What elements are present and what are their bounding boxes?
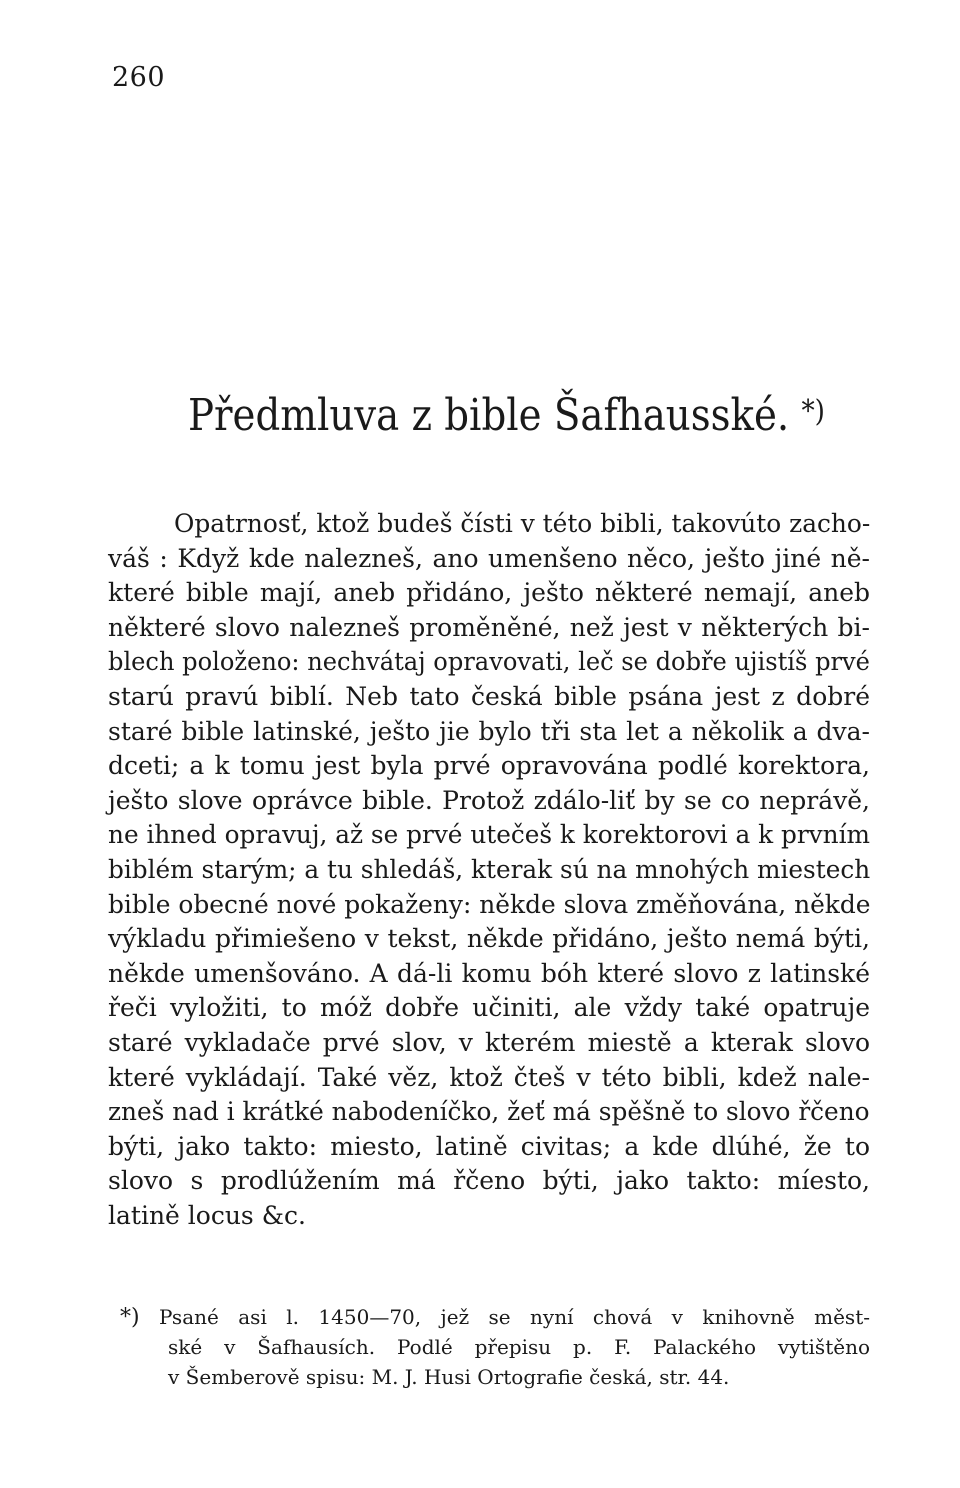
footnote-line (120, 1362, 870, 1392)
chapter-title (188, 388, 825, 444)
body-line (108, 1164, 870, 1199)
body-line (108, 1061, 870, 1096)
body-line (108, 611, 870, 646)
footnote-line-text: ské v Šafhausích. Podlé přepisu p. F. Palackého vytištěno (168, 1335, 870, 1359)
body-line (108, 888, 870, 923)
body-line-text: ne ihned opravuj, až se prvé utečeš k korektorovi a k prvním (108, 820, 870, 850)
body-line (108, 749, 870, 784)
body-line-text: ješto slove oprávce bible. Protož zdálo-liť by se co neprávě, (108, 785, 870, 815)
body-line-text: blech položeno: nechvátaj opravovati, leč se dobře ujistíš prvé (108, 647, 870, 677)
body-line (108, 957, 870, 992)
body-line (108, 922, 870, 957)
title-footnote-mark: *) (801, 394, 825, 429)
body-line-text: Opatrnosť, ktož budeš čísti v této bibli, takovúto zacho- (174, 509, 871, 538)
body-line (108, 1026, 870, 1061)
body-line-text: slovo s prodlúžením má řčeno býti, jako takto: míesto, (108, 1166, 870, 1196)
body-line (108, 542, 870, 577)
body-line (108, 645, 870, 680)
body-line-text: zneš nad i krátké nabodeníčko, žeť má spěšně to slovo řčeno (108, 1097, 870, 1127)
body-line-text: bible obecné nové pokaženy: někde slova změňována, někde (108, 889, 871, 919)
body-line-text: býti, jako takto: miesto, latině civitas; a kde dlúhé, že to (108, 1131, 870, 1161)
footnote-line (120, 1332, 870, 1362)
body-line (108, 680, 870, 715)
body-paragraph (108, 507, 870, 1233)
body-line-text: které vykládají. Také věz, ktož čteš v této bibli, kdež nale- (108, 1062, 870, 1092)
body-line-text: dceti; a k tomu jest byla prvé opravována podlé korektora, (108, 751, 870, 781)
body-line (108, 1199, 870, 1234)
body-line-text: řeči vyložiti, to móž dobře učiniti, ale vždy také opatruje (108, 993, 870, 1023)
body-line (108, 507, 870, 542)
body-line-text: váš : Když kde nalezneš, ano umenšeno něco, ješto jiné ně- (108, 543, 870, 573)
body-line-text: staré bible latinské, ješto jie bylo tři sta let a několik a dva- (108, 716, 870, 746)
footnote-line-text: v Šemberově spisu: M. J. Husi Ortografie česká, str. 44. (168, 1365, 730, 1389)
footnote (120, 1302, 870, 1392)
body-line-text: výkladu přimiešeno v tekst, někde přidáno, ješto nemá býti, (108, 924, 870, 954)
body-line-text: latině locus &c. (108, 1200, 306, 1230)
footnote-line (120, 1302, 870, 1332)
body-line (108, 784, 870, 819)
body-line (108, 1095, 870, 1130)
footnote-mark: *) (120, 1305, 140, 1330)
body-line (108, 715, 870, 750)
body-line-text: někde umenšováno. A dá-li komu bóh které slovo z latinské (108, 958, 870, 988)
footnote-line-text: Psané asi l. 1450—70, jež se nyní chová v knihovně měst- (159, 1305, 870, 1329)
body-line-text: které bible mají, aneb přidáno, ješto některé nemají, aneb (108, 578, 870, 608)
page-number: 260 (112, 62, 166, 93)
body-line (108, 818, 870, 853)
body-line (108, 991, 870, 1026)
body-line-text: některé slovo nalezneš proměněné, než jest v některých bi- (108, 612, 870, 642)
body-line (108, 1130, 870, 1165)
body-line (108, 576, 870, 611)
body-line (108, 853, 870, 888)
body-line-text: starú pravú biblí. Neb tato česká bible psána jest z dobré (108, 681, 870, 711)
body-line-text: biblém starým; a tu shledáš, kterak sú na mnohých miestech (108, 854, 871, 884)
chapter-title-text: Předmluva z bible Šafhausské. (188, 390, 790, 441)
body-line-text: staré vykladače prvé slov, v kterém miestě a kterak slovo (108, 1027, 870, 1057)
